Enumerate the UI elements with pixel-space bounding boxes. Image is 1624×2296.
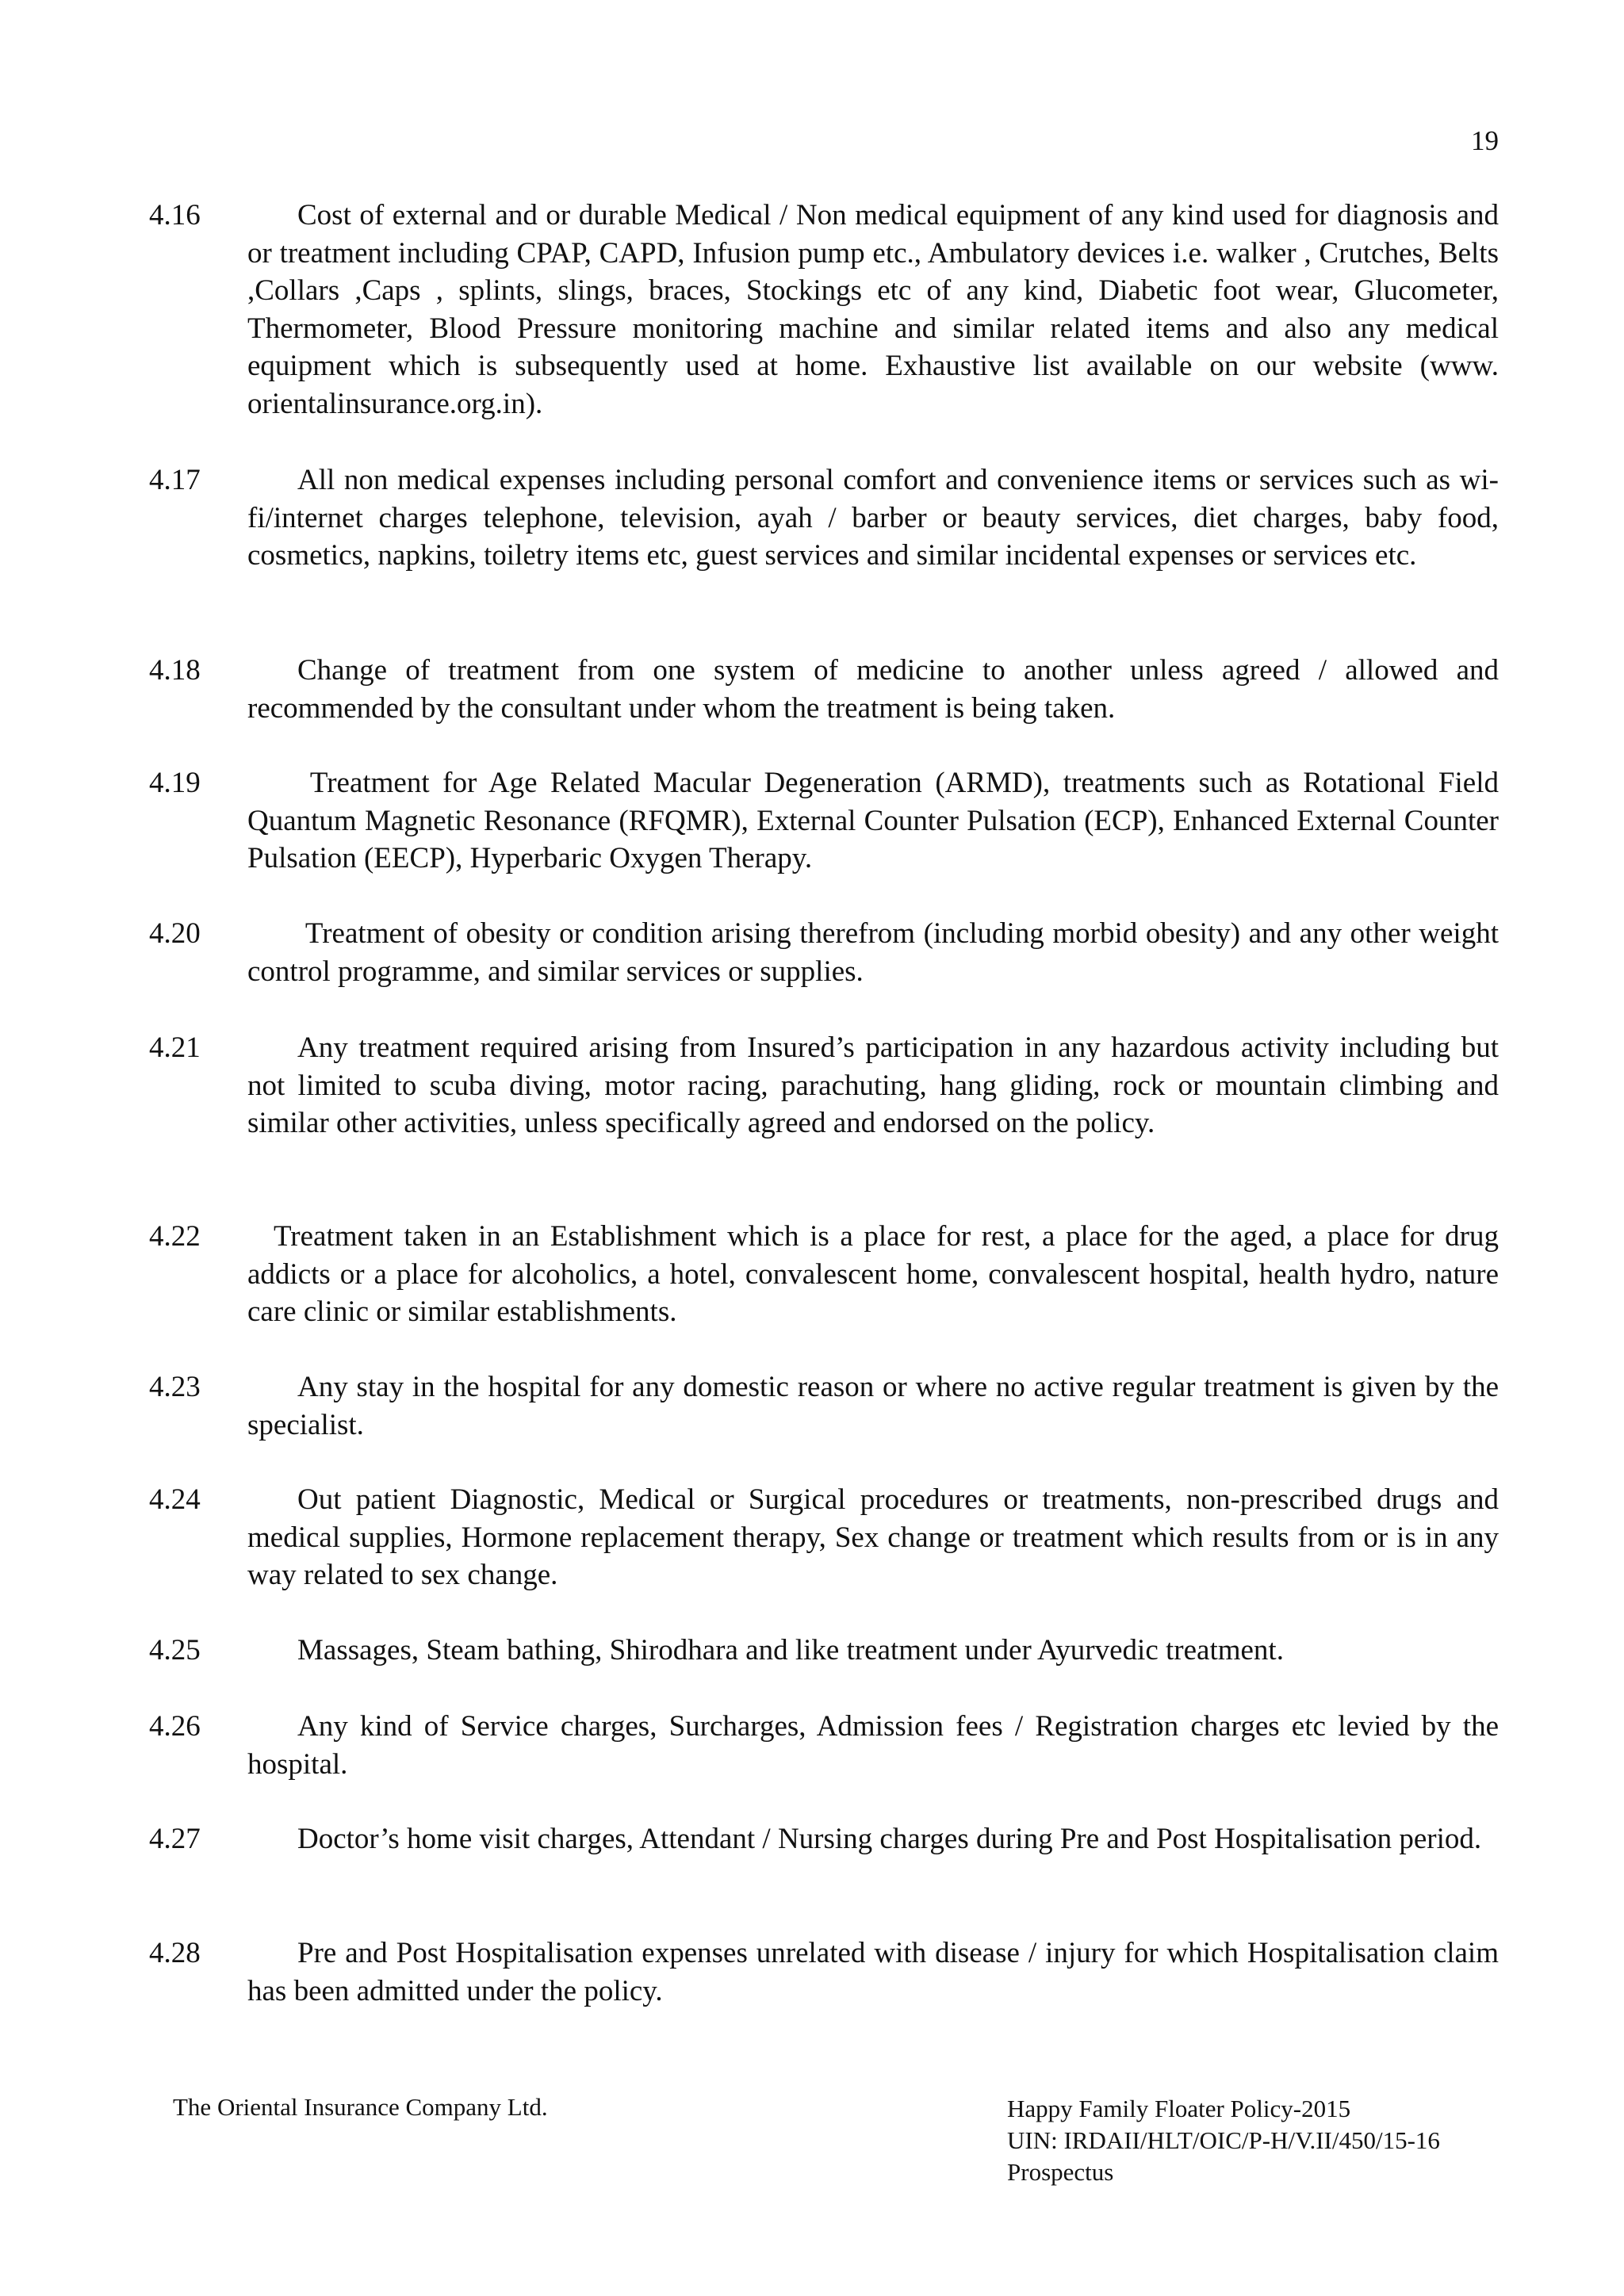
clause-text: Treatment for Age Related Macular Degeneration (ARMD), treatments such as Rotational Field Quantum Magnetic Resonance (RFQMR), External Counter Pulsation (ECP), Enhanced External Counter Pulsation (EECP), Hyperbaric Oxygen Therapy.	[247, 767, 1499, 874]
clause-number: 4.16	[149, 199, 201, 232]
clause-text: Any treatment required arising from Insured’s participation in any hazardous activity including but not limited to scuba diving, motor racing, parachuting, hang gliding, rock or mountain climbing and similar other activities, unless specifically agreed and endorsed on the policy.	[247, 1031, 1499, 1139]
clause-text: Any kind of Service charges, Surcharges, Admission fees / Registration charges etc levied by the hospital.	[247, 1710, 1499, 1781]
clause-4-22	[149, 1218, 1499, 1331]
clause-number: 4.21	[149, 1031, 201, 1064]
clause-4-21	[149, 1029, 1499, 1142]
clause-text: Out patient Diagnostic, Medical or Surgical procedures or treatments, non-prescribed drugs and medical supplies, Hormone replacement therapy, Sex change or treatment which results from or is in any way related to sex change.	[247, 1483, 1499, 1591]
clause-4-16	[149, 197, 1499, 423]
clause-4-25	[149, 1632, 1499, 1670]
clause-4-20	[149, 915, 1499, 990]
clause-number: 4.26	[149, 1710, 201, 1743]
clause-text: Change of treatment from one system of medicine to another unless agreed / allowed and recommended by the consultant under whom the treatment is being taken.	[247, 654, 1499, 725]
footer-policy-info	[1007, 2093, 1440, 2188]
clause-number: 4.19	[149, 767, 201, 799]
clause-text: Cost of external and or durable Medical / Non medical equipment of any kind used for diagnosis and or treatment including CPAP, CAPD, Infusion pump etc., Ambulatory devices i.e. walker , Crutches, Belts ,Collars ,Caps , splints, slings, braces, Stockings etc of any kind, Diabetic foot wear, Glucometer, Thermometer, Blood Pressure monitoring machine and similar related items and also any medical equipment which is subsequently used at home. Exhaustive list available on our website (www. orientalinsurance.org.in).	[247, 199, 1499, 420]
clause-text: Pre and Post Hospitalisation expenses unrelated with disease / injury for which Hospitalisation claim has been admitted under the policy.	[247, 1937, 1499, 2007]
clause-number: 4.24	[149, 1483, 201, 1516]
footer-uin: UIN: IRDAII/HLT/OIC/P-H/V.II/450/15-16	[1007, 2126, 1440, 2154]
clause-text: Doctor’s home visit charges, Attendant / Nursing charges during Pre and Post Hospitalisation period.	[297, 1823, 1482, 1855]
footer-doc-type: Prospectus	[1007, 2158, 1114, 2186]
clause-number: 4.27	[149, 1823, 201, 1855]
clause-text: Any stay in the hospital for any domestic reason or where no active regular treatment is given by the specialist.	[247, 1371, 1499, 1441]
clause-number: 4.23	[149, 1371, 201, 1403]
clause-text: Treatment of obesity or condition arising therefrom (including morbid obesity) and any other weight control programme, and similar services or supplies.	[247, 917, 1499, 988]
clause-text: Massages, Steam bathing, Shirodhara and like treatment under Ayurvedic treatment.	[297, 1634, 1284, 1667]
clause-number: 4.28	[149, 1937, 201, 1969]
clause-number: 4.25	[149, 1634, 201, 1667]
footer-company: The Oriental Insurance Company Ltd.	[173, 2093, 548, 2121]
clause-4-18	[149, 652, 1499, 727]
clause-number: 4.20	[149, 917, 201, 950]
clause-4-27	[149, 1820, 1499, 1858]
clause-4-28	[149, 1934, 1499, 2010]
clause-text: Treatment taken in an Establishment which is a place for rest, a place for the aged, a place for drug addicts or a place for alcoholics, a hotel, convalescent home, convalescent hospital, health hydro, nature care clinic or similar establishments.	[247, 1220, 1499, 1328]
clause-4-23	[149, 1368, 1499, 1444]
page-number: 19	[1471, 125, 1499, 156]
clause-4-17	[149, 461, 1499, 575]
clause-number: 4.18	[149, 654, 201, 687]
footer-policy-name: Happy Family Floater Policy-2015	[1007, 2095, 1351, 2122]
clause-number: 4.22	[149, 1220, 201, 1253]
clause-4-24	[149, 1481, 1499, 1594]
clause-number: 4.17	[149, 464, 201, 496]
clause-4-26	[149, 1708, 1499, 1783]
clause-4-19	[149, 764, 1499, 878]
clause-text: All non medical expenses including personal comfort and convenience items or services such as wi-fi/internet charges telephone, television, ayah / barber or beauty services, diet charges, baby food, cosmetics, napkins, toiletry items etc, guest services and similar incidental expenses or services etc.	[247, 464, 1499, 572]
